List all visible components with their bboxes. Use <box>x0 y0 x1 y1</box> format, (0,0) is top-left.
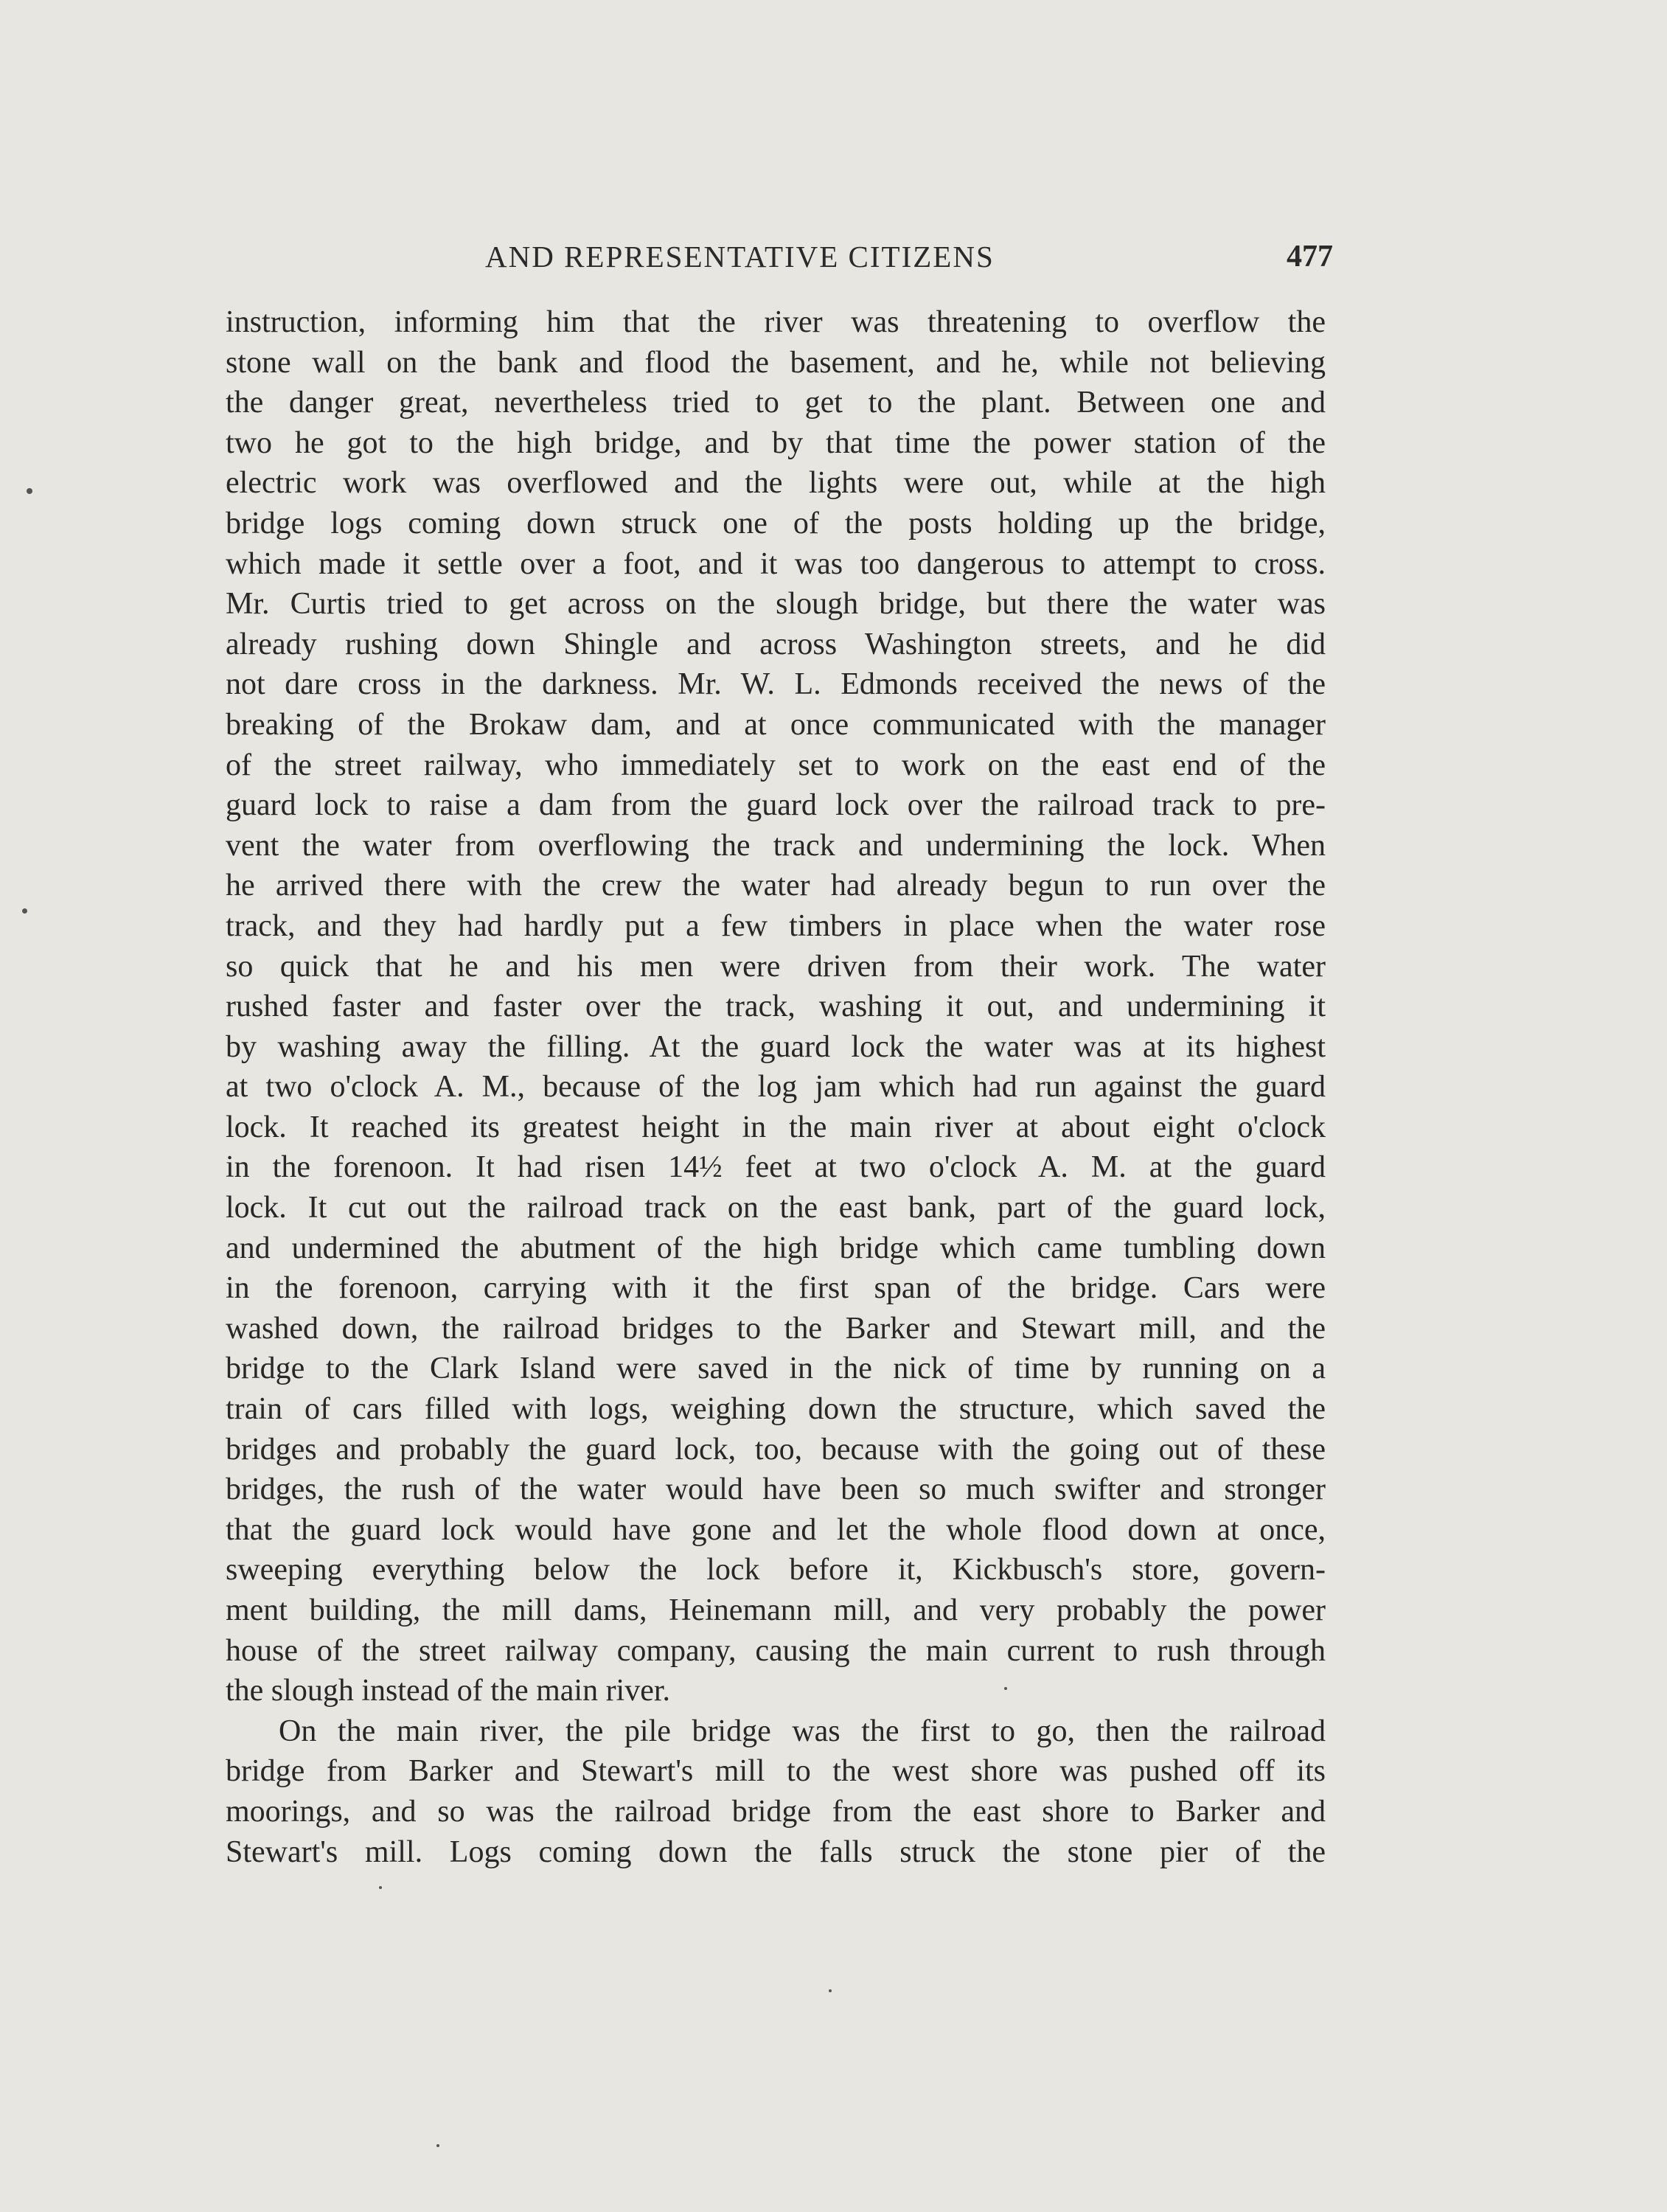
text-line: bridge from Barker and Stewart's mill to the west shore was pushed off its <box>226 1754 1326 1789</box>
text-line: electric work was overflowed and the lights were out, while at the high <box>226 466 1326 501</box>
paper-speck <box>829 1989 832 1992</box>
text-line: two he got to the high bridge, and by that time the power station of the <box>226 425 1326 460</box>
text-line: bridges and probably the guard lock, too, because with the going out of these <box>226 1432 1326 1467</box>
text-line: lock. It cut out the railroad track on the east bank, part of the guard lock, <box>226 1191 1326 1225</box>
text-line: at two o'clock A. M., because of the log jam which had run against the guard <box>226 1070 1326 1105</box>
text-line: ment building, the mill dams, Heinemann mill, and very probably the power <box>226 1593 1326 1627</box>
text-line: in the forenoon, carrying with it the first span of the bridge. Cars were <box>226 1271 1326 1306</box>
text-line: stone wall on the bank and flood the basement, and he, while not believing <box>226 345 1326 380</box>
text-line: Mr. Curtis tried to get across on the slough bridge, but there the water was <box>226 587 1326 622</box>
paper-speck <box>22 908 27 914</box>
text-line: train of cars filled with logs, weighing down the structure, which saved the <box>226 1392 1326 1427</box>
text-line: rushed faster and faster over the track, washing it out, and undermining it <box>226 990 1326 1024</box>
text-line: bridge to the Clark Island were saved in the nick of time by running on a <box>226 1352 1326 1386</box>
text-line: washed down, the railroad bridges to the Barker and Stewart mill, and the <box>226 1311 1326 1346</box>
text-line: so quick that he and his men were driven from their work. The water <box>226 949 1326 984</box>
paragraph-start-line: On the main river, the pile bridge was the first to go, then the railroad <box>279 1714 1326 1748</box>
text-line: lock. It reached its greatest height in the main river at about eight o'clock <box>226 1110 1326 1144</box>
body-text <box>226 302 1326 1872</box>
text-line: sweeping everything below the lock before it, Kickbusch's store, govern- <box>226 1553 1326 1587</box>
paper-speck <box>436 2144 439 2147</box>
text-line: breaking of the Brokaw dam, and at once communicated with the manager <box>226 707 1326 742</box>
text-line: track, and they had hardly put a few timbers in place when the water rose <box>226 908 1326 943</box>
text-line: which made it settle over a foot, and it was too dangerous to attempt to cross. <box>226 546 1326 581</box>
text-line: of the street railway, who immediately set to work on the east end of the <box>226 748 1326 782</box>
text-line: the danger great, nevertheless tried to get to the plant. Between one and <box>226 386 1326 420</box>
text-line: bridges, the rush of the water would have been so much swifter and stronger <box>226 1472 1326 1507</box>
text-line: Stewart's mill. Logs coming down the falls struck the stone pier of the <box>226 1834 1326 1869</box>
running-head <box>226 234 1333 279</box>
text-line: he arrived there with the crew the water had already begun to run over the <box>226 869 1326 903</box>
paper-speck <box>27 488 32 494</box>
text-line: moorings, and so was the railroad bridge from the east shore to Barker and <box>226 1794 1326 1829</box>
text-line: by washing away the filling. At the guard lock the water was at its highest <box>226 1029 1326 1064</box>
running-title: AND REPRESENTATIVE CITIZENS <box>485 240 995 274</box>
text-line: in the forenoon. It had risen 14½ feet at two o'clock A. M. at the guard <box>226 1150 1326 1185</box>
paragraph-end-line: the slough instead of the main river. <box>226 1674 671 1708</box>
paper-speck <box>1004 1687 1007 1690</box>
text-line: that the guard lock would have gone and let the whole flood down at once, <box>226 1512 1326 1547</box>
text-line: not dare cross in the darkness. Mr. W. L. Edmonds received the news of the <box>226 667 1326 702</box>
page-number: 477 <box>1287 240 1333 274</box>
paper-speck <box>379 1886 382 1889</box>
text-line: bridge logs coming down struck one of the posts holding up the bridge, <box>226 506 1326 540</box>
text-line: guard lock to raise a dam from the guard lock over the railroad track to pre- <box>226 788 1326 823</box>
text-line: instruction, informing him that the river was threatening to overflow the <box>226 305 1326 339</box>
text-line: vent the water from overflowing the track and undermining the lock. When <box>226 828 1326 863</box>
text-line: house of the street railway company, causing the main current to rush through <box>226 1633 1326 1668</box>
text-line: already rushing down Shingle and across Washington streets, and he did <box>226 627 1326 661</box>
text-line: and undermined the abutment of the high bridge which came tumbling down <box>226 1231 1326 1265</box>
